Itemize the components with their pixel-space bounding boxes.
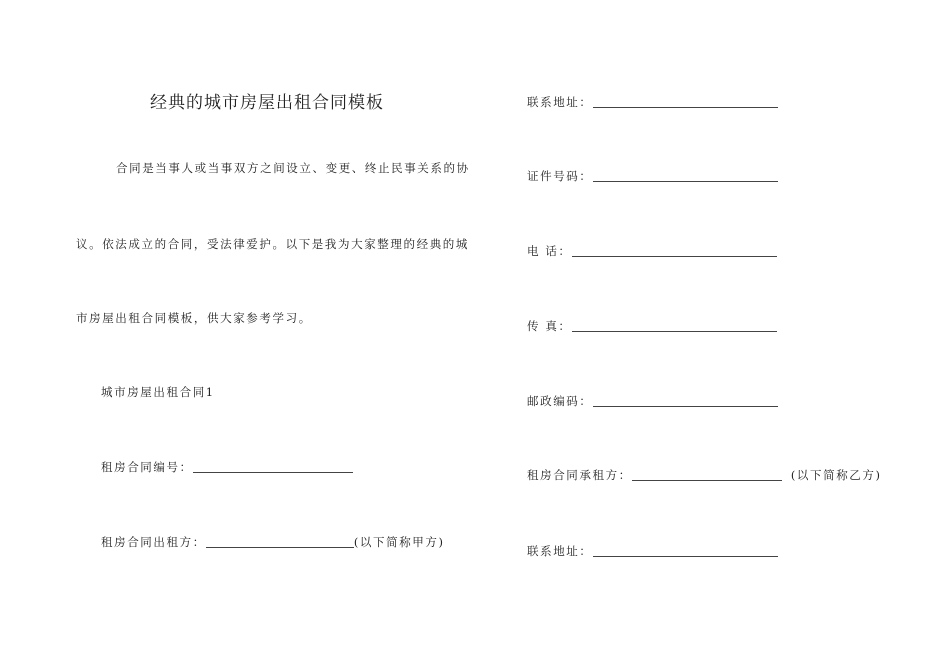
address-label: 联系地址：: [527, 95, 593, 109]
phone-field: [527, 243, 777, 259]
lessee-field: [527, 467, 882, 483]
id-number-field: [527, 168, 778, 184]
phone-blank: [572, 244, 777, 257]
lessor-field: [101, 534, 445, 550]
address2-field: [527, 543, 778, 559]
fax-blank: [572, 319, 777, 332]
lessor-label: 租房合同出租方：: [101, 535, 206, 549]
lessee-suffix: (以下简称乙方): [790, 468, 882, 482]
lessor-blank: [206, 535, 354, 548]
fax-field: [527, 318, 777, 334]
postcode-blank: [593, 394, 778, 407]
lessee-label: 租房合同承租方：: [527, 468, 632, 482]
address2-label: 联系地址：: [527, 544, 593, 558]
id-number-blank: [593, 169, 778, 182]
id-number-label: 证件号码：: [527, 169, 593, 183]
address-field: [527, 94, 778, 110]
section-heading: 城市房屋出租合同1: [101, 385, 215, 399]
contract-number-field: [101, 459, 353, 475]
postcode-label: 邮政编码：: [527, 394, 593, 408]
postcode-field: [527, 393, 778, 409]
contract-number-label: 租房合同编号：: [101, 460, 193, 474]
address2-blank: [593, 544, 778, 557]
contract-number-blank: [193, 460, 353, 473]
lessee-blank: [632, 468, 782, 481]
intro-line-3: 市房屋出租合同模板，供大家参考学习。: [76, 311, 312, 325]
address-blank: [593, 95, 778, 108]
fax-label: 传 真：: [527, 319, 572, 333]
intro-line-2: 议。依法成立的合同，受法律爱护。以下是我为大家整理的经典的城: [76, 237, 469, 251]
lessor-suffix: (以下简称甲方): [353, 535, 445, 549]
phone-label: 电 话：: [527, 244, 572, 258]
page-title: 经典的城市房屋出租合同模板: [150, 93, 384, 113]
intro-line-1: 合同是当事人或当事双方之间设立、变更、终止民事关系的协: [116, 161, 470, 175]
